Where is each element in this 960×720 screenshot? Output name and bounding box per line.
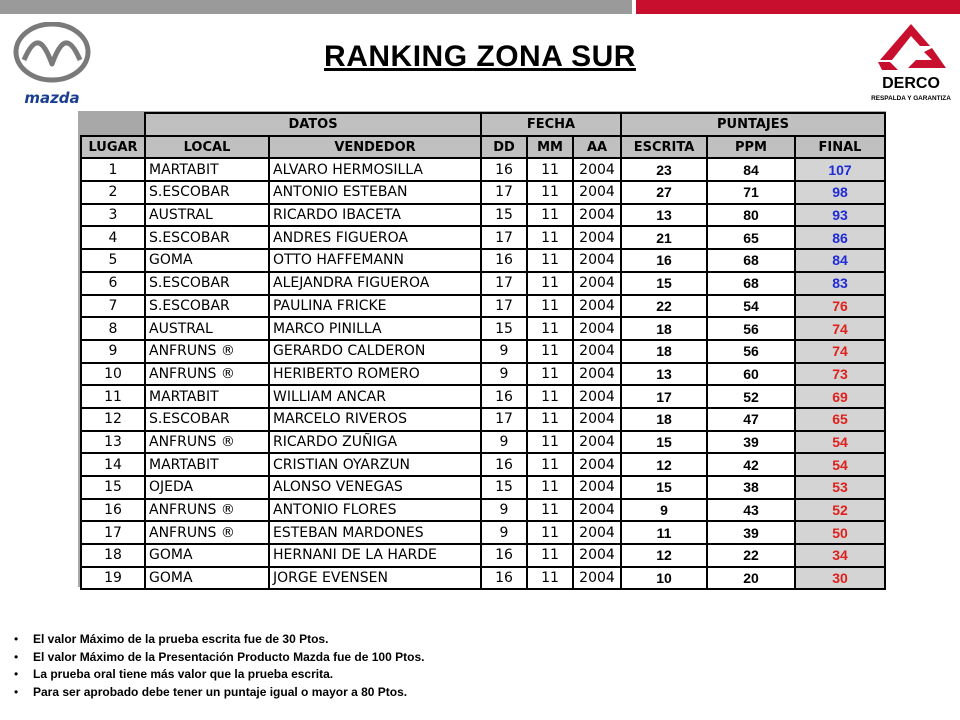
cell-aa: 2004 [573,340,621,363]
cell-mm: 11 [527,476,573,499]
cell-final: 83 [795,272,885,295]
cell-escrita: 18 [621,317,707,340]
table-row [81,453,885,476]
cell-escrita: 13 [621,204,707,227]
cell-dd: 16 [481,567,527,590]
cell-local: S.ESCOBAR [145,408,269,431]
cell-aa: 2004 [573,476,621,499]
cell-ppm: 38 [707,476,795,499]
cell-local: GOMA [145,567,269,590]
cell-aa: 2004 [573,363,621,386]
cell-vendedor: HERIBERTO ROMERO [269,363,481,386]
cell-ppm: 60 [707,363,795,386]
cell-vendedor: ANTONIO ESTEBAN [269,181,481,204]
group-header-fecha: FECHA [481,113,621,136]
cell-escrita: 18 [621,408,707,431]
cell-ppm: 42 [707,453,795,476]
column-header-vendedor: VENDEDOR [269,136,481,159]
cell-aa: 2004 [573,544,621,567]
cell-vendedor: ALVARO HERMOSILLA [269,158,481,181]
cell-dd: 15 [481,317,527,340]
cell-aa: 2004 [573,317,621,340]
cell-ppm: 43 [707,499,795,522]
cell-local: S.ESCOBAR [145,181,269,204]
cell-mm: 11 [527,431,573,454]
table-row [81,181,885,204]
cell-ppm: 68 [707,272,795,295]
cell-escrita: 15 [621,272,707,295]
cell-escrita: 27 [621,181,707,204]
cell-vendedor: RICARDO ZUÑIGA [269,431,481,454]
table-row [81,295,885,318]
cell-final: 98 [795,181,885,204]
cell-aa: 2004 [573,567,621,590]
cell-local: ANFRUNS ® [145,340,269,363]
cell-mm: 11 [527,567,573,590]
cell-lugar: 4 [81,226,145,249]
cell-dd: 16 [481,249,527,272]
table-row [81,272,885,295]
cell-local: GOMA [145,544,269,567]
column-header-escrita: ESCRITA [621,136,707,159]
cell-vendedor: ALONSO VENEGAS [269,476,481,499]
cell-local: S.ESCOBAR [145,295,269,318]
cell-final: 52 [795,499,885,522]
group-header-empty [81,113,145,136]
cell-aa: 2004 [573,272,621,295]
cell-lugar: 9 [81,340,145,363]
cell-final: 54 [795,431,885,454]
cell-dd: 17 [481,226,527,249]
cell-local: MARTABIT [145,385,269,408]
cell-dd: 17 [481,408,527,431]
cell-mm: 11 [527,158,573,181]
table-row [81,317,885,340]
note-item: • Para ser aprobado debe tener un puntaje igual o mayor a 80 Ptos. [14,684,934,702]
table-row [81,476,885,499]
cell-lugar: 7 [81,295,145,318]
group-header-row [81,113,885,136]
cell-mm: 11 [527,317,573,340]
cell-mm: 11 [527,204,573,227]
top-bar [0,0,960,14]
cell-mm: 11 [527,408,573,431]
cell-ppm: 39 [707,521,795,544]
cell-aa: 2004 [573,431,621,454]
table-row [81,249,885,272]
cell-ppm: 68 [707,249,795,272]
page-title: RANKING ZONA SUR [324,40,636,73]
cell-lugar: 18 [81,544,145,567]
cell-vendedor: ALEJANDRA FIGUEROA [269,272,481,295]
column-header-row [81,136,885,159]
cell-mm: 11 [527,544,573,567]
notes-list [14,631,934,701]
cell-dd: 16 [481,158,527,181]
note-item: • El valor Máximo de la Presentación Producto Mazda fue de 100 Ptos. [14,649,934,667]
cell-local: MARTABIT [145,158,269,181]
cell-vendedor: OTTO HAFFEMANN [269,249,481,272]
cell-dd: 17 [481,272,527,295]
cell-ppm: 20 [707,567,795,590]
cell-local: ANFRUNS ® [145,363,269,386]
cell-lugar: 8 [81,317,145,340]
table-row [81,567,885,590]
cell-dd: 16 [481,453,527,476]
mazda-wordmark: mazda [24,89,80,107]
cell-final: 74 [795,317,885,340]
cell-vendedor: ESTEBAN MARDONES [269,521,481,544]
cell-final: 93 [795,204,885,227]
cell-final: 34 [795,544,885,567]
cell-escrita: 18 [621,340,707,363]
cell-ppm: 39 [707,431,795,454]
cell-lugar: 1 [81,158,145,181]
cell-escrita: 15 [621,431,707,454]
cell-local: MARTABIT [145,453,269,476]
cell-final: 86 [795,226,885,249]
cell-escrita: 9 [621,499,707,522]
cell-dd: 16 [481,385,527,408]
cell-mm: 11 [527,181,573,204]
cell-vendedor: MARCO PINILLA [269,317,481,340]
cell-escrita: 12 [621,544,707,567]
cell-aa: 2004 [573,249,621,272]
group-header-datos: DATOS [145,113,481,136]
cell-local: AUSTRAL [145,317,269,340]
cell-local: ANFRUNS ® [145,521,269,544]
cell-aa: 2004 [573,204,621,227]
cell-mm: 11 [527,499,573,522]
cell-vendedor: PAULINA FRICKE [269,295,481,318]
cell-escrita: 15 [621,476,707,499]
column-header-ppm: PPM [707,136,795,159]
cell-ppm: 80 [707,204,795,227]
derco-tagline: RESPALDA Y GARANTIZA [871,95,951,102]
cell-lugar: 12 [81,408,145,431]
cell-dd: 9 [481,521,527,544]
table-row [81,431,885,454]
cell-dd: 16 [481,544,527,567]
table-row [81,226,885,249]
cell-escrita: 11 [621,521,707,544]
top-bar-red [636,0,960,14]
cell-lugar: 14 [81,453,145,476]
cell-aa: 2004 [573,158,621,181]
cell-ppm: 65 [707,226,795,249]
cell-final: 65 [795,408,885,431]
table-row [81,408,885,431]
cell-escrita: 23 [621,158,707,181]
cell-dd: 17 [481,181,527,204]
cell-aa: 2004 [573,408,621,431]
cell-final: 76 [795,295,885,318]
group-header-puntajes: PUNTAJES [621,113,885,136]
table-row [81,385,885,408]
cell-vendedor: JORGE EVENSEN [269,567,481,590]
column-header-local: LOCAL [145,136,269,159]
cell-local: ANFRUNS ® [145,499,269,522]
cell-lugar: 19 [81,567,145,590]
cell-final: 69 [795,385,885,408]
cell-vendedor: RICARDO IBACETA [269,204,481,227]
table-row [81,158,885,181]
table-row [81,499,885,522]
cell-dd: 9 [481,363,527,386]
cell-dd: 15 [481,204,527,227]
cell-mm: 11 [527,453,573,476]
ranking-table [80,112,886,590]
cell-lugar: 16 [81,499,145,522]
cell-ppm: 22 [707,544,795,567]
cell-final: 84 [795,249,885,272]
cell-vendedor: ANDRES FIGUEROA [269,226,481,249]
cell-lugar: 11 [81,385,145,408]
cell-aa: 2004 [573,521,621,544]
cell-local: OJEDA [145,476,269,499]
column-header-dd: DD [481,136,527,159]
derco-wordmark: DERCO [882,75,940,92]
cell-final: 53 [795,476,885,499]
cell-dd: 15 [481,476,527,499]
cell-escrita: 10 [621,567,707,590]
cell-escrita: 22 [621,295,707,318]
cell-mm: 11 [527,226,573,249]
note-item: • El valor Máximo de la prueba escrita fue de 30 Ptos. [14,631,934,649]
cell-dd: 17 [481,295,527,318]
cell-ppm: 84 [707,158,795,181]
cell-dd: 9 [481,340,527,363]
table-row [81,521,885,544]
ranking-table-body [81,158,885,589]
cell-ppm: 52 [707,385,795,408]
table-row [81,363,885,386]
cell-lugar: 2 [81,181,145,204]
cell-local: S.ESCOBAR [145,226,269,249]
cell-escrita: 17 [621,385,707,408]
column-header-mm: MM [527,136,573,159]
cell-vendedor: ANTONIO FLORES [269,499,481,522]
cell-aa: 2004 [573,226,621,249]
cell-vendedor: WILLIAM ANCAR [269,385,481,408]
cell-ppm: 54 [707,295,795,318]
cell-mm: 11 [527,340,573,363]
cell-mm: 11 [527,521,573,544]
cell-escrita: 16 [621,249,707,272]
cell-escrita: 13 [621,363,707,386]
cell-lugar: 15 [81,476,145,499]
cell-aa: 2004 [573,295,621,318]
cell-ppm: 56 [707,340,795,363]
cell-mm: 11 [527,363,573,386]
cell-final: 30 [795,567,885,590]
note-item: • La prueba oral tiene más valor que la prueba escrita. [14,666,934,684]
cell-lugar: 5 [81,249,145,272]
cell-final: 73 [795,363,885,386]
cell-escrita: 12 [621,453,707,476]
cell-lugar: 3 [81,204,145,227]
cell-mm: 11 [527,249,573,272]
column-header-final: FINAL [795,136,885,159]
cell-mm: 11 [527,295,573,318]
cell-lugar: 13 [81,431,145,454]
cell-lugar: 10 [81,363,145,386]
cell-final: 107 [795,158,885,181]
cell-final: 74 [795,340,885,363]
cell-lugar: 6 [81,272,145,295]
cell-escrita: 21 [621,226,707,249]
column-header-aa: AA [573,136,621,159]
column-header-lugar: LUGAR [81,136,145,159]
cell-vendedor: CRISTIAN OYARZUN [269,453,481,476]
cell-dd: 9 [481,499,527,522]
cell-ppm: 71 [707,181,795,204]
cell-local: S.ESCOBAR [145,272,269,295]
cell-aa: 2004 [573,385,621,408]
cell-aa: 2004 [573,499,621,522]
cell-final: 50 [795,521,885,544]
table-row [81,340,885,363]
cell-final: 54 [795,453,885,476]
cell-dd: 9 [481,431,527,454]
cell-aa: 2004 [573,453,621,476]
cell-ppm: 56 [707,317,795,340]
cell-aa: 2004 [573,181,621,204]
table-row [81,544,885,567]
cell-ppm: 47 [707,408,795,431]
table-row [81,204,885,227]
cell-vendedor: HERNANI DE LA HARDE [269,544,481,567]
top-bar-gray [0,0,632,14]
cell-mm: 11 [527,272,573,295]
cell-local: GOMA [145,249,269,272]
cell-lugar: 17 [81,521,145,544]
cell-local: ANFRUNS ® [145,431,269,454]
cell-vendedor: GERARDO CALDERON [269,340,481,363]
cell-vendedor: MARCELO RIVEROS [269,408,481,431]
cell-mm: 11 [527,385,573,408]
cell-local: AUSTRAL [145,204,269,227]
